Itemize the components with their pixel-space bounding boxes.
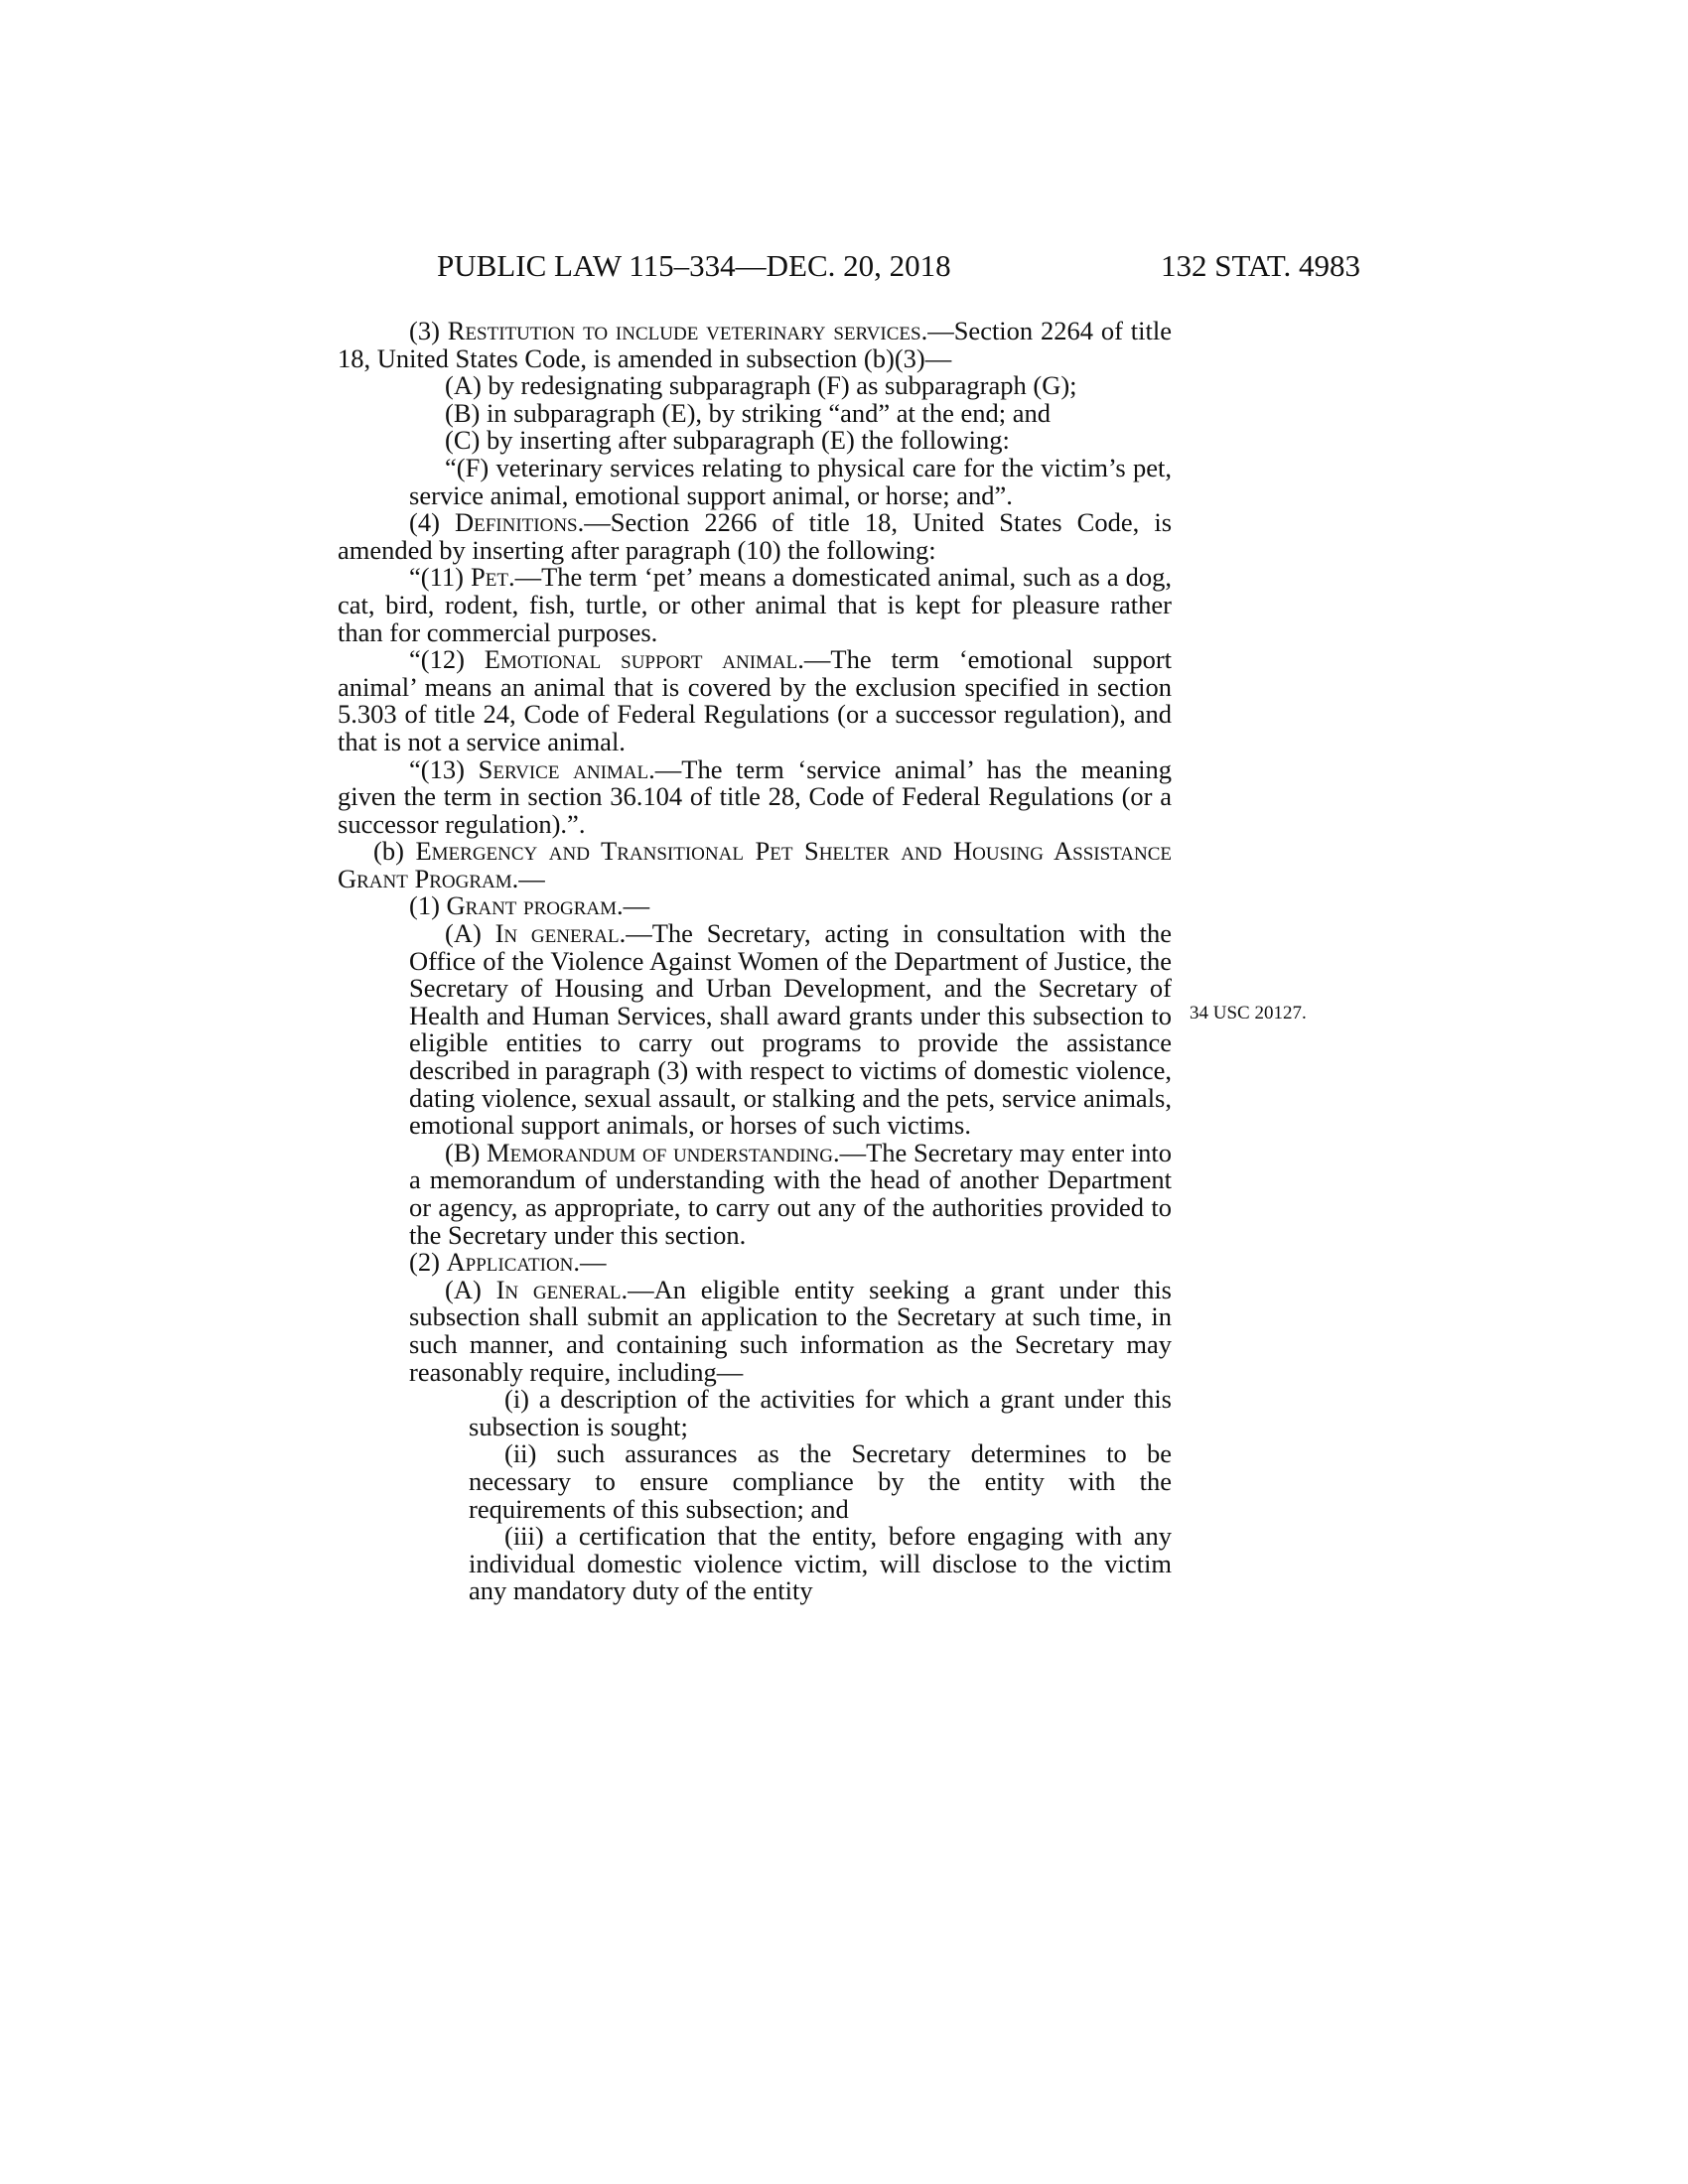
running-head-title: PUBLIC LAW 115–334—DEC. 20, 2018 (437, 248, 951, 283)
statute-text (338, 318, 1172, 1605)
definition-service-animal: “(13) Service animal.—The term ‘service animal’ has the meaning given the term in section 36.104 of title 28, Code of Federal Regulations (or a successor regulation).”. (338, 753, 1172, 839)
subparagraph-memorandum: (B) Memorandum of understanding.—The Secretary may enter into a memorandum of understanding with the head of another Department or agency, as appropriate, to carry out any of the authorities provided to the Secretary under this section. (409, 1137, 1172, 1250)
clause-ii: (ii) such assurances as the Secretary determines to be necessary to ensure compliance by the entity with the requirements of this subsection; and (469, 1438, 1172, 1524)
subsection-b-heading: (b) Emergency and Transitional Pet Shelter and Housing Assistance Grant Program.— (338, 836, 1172, 893)
definition-pet: “(11) Pet.—The term ‘pet’ means a domesticated animal, such as a dog, cat, bird, rodent, fish, turtle, or other animal that is kept for pleasure rather than for commercial purposes. (338, 562, 1173, 647)
margin-citation: 34 USC 20127. (1190, 1003, 1307, 1024)
subparagraph-in-general: (A) In general.—The Secretary, acting in consultation with the Office of the Violence Against Women of the Department of Justice, the Secretary of Housing and Urban Development, and the Secretary of Health and Human Services, shall award grants under this subsection to eligible entities to carry out programs to provide the assistance described in paragraph (3) with respect to victims of domestic violence, dating violence, sexual assault, or stalking and the pets, service animals, emotional support animals, or horses of such victims. (409, 918, 1173, 1141)
paragraph-restitution: (3) Restitution to include veterinary services.—Section 2264 of title 18, United States Code, is amended in subsection (b)(3)— (338, 316, 1173, 373)
paragraph-application: (2) Application.— (409, 1247, 607, 1278)
paragraph-definitions: (4) Definitions.—Section 2266 of title 18, United States Code, is amended by inserting after paragraph (10) the following: (338, 507, 1173, 565)
page-header (437, 246, 1360, 286)
subparagraph-c: (C) by inserting after subparagraph (E) the following: (445, 425, 1010, 456)
definition-emotional-support-animal: “(12) Emotional support animal.—The term ‘emotional support animal’ means an animal that is covered by the exclusion specified in section 5.303 of title 24, Code of Federal Regulations (or a successor regulation), and that is not a service animal. (338, 644, 1173, 756)
subparagraph-a: (A) by redesignating subparagraph (F) as subparagraph (G); (445, 370, 1077, 401)
subparagraph-application-in-general: (A) In general.—An eligible entity seeking a grant under this subsection shall submit an application to the Secretary at such time, in such manner, and containing such information as the Secretary may reasonably require, including— (409, 1274, 1172, 1387)
subparagraph-b: (B) in subparagraph (E), by striking “and” at the end; and (445, 397, 1052, 428)
paragraph-grant-program: (1) Grant program.— (409, 890, 650, 921)
stat-page-number: 132 STAT. 4983 (1160, 248, 1360, 283)
clause-i: (i) a description of the activities for which a grant under this subsection is sought; (469, 1384, 1172, 1441)
clause-iii: (iii) a certification that the entity, before engaging with any individual domestic violence victim, will disclose to the victim any mandatory duty of the entity (469, 1521, 1172, 1606)
quoted-subparagraph-f: “(F) veterinary services relating to physical care for the victim’s pet, service animal, emotional support animal, or horse; and”. (409, 452, 1172, 510)
